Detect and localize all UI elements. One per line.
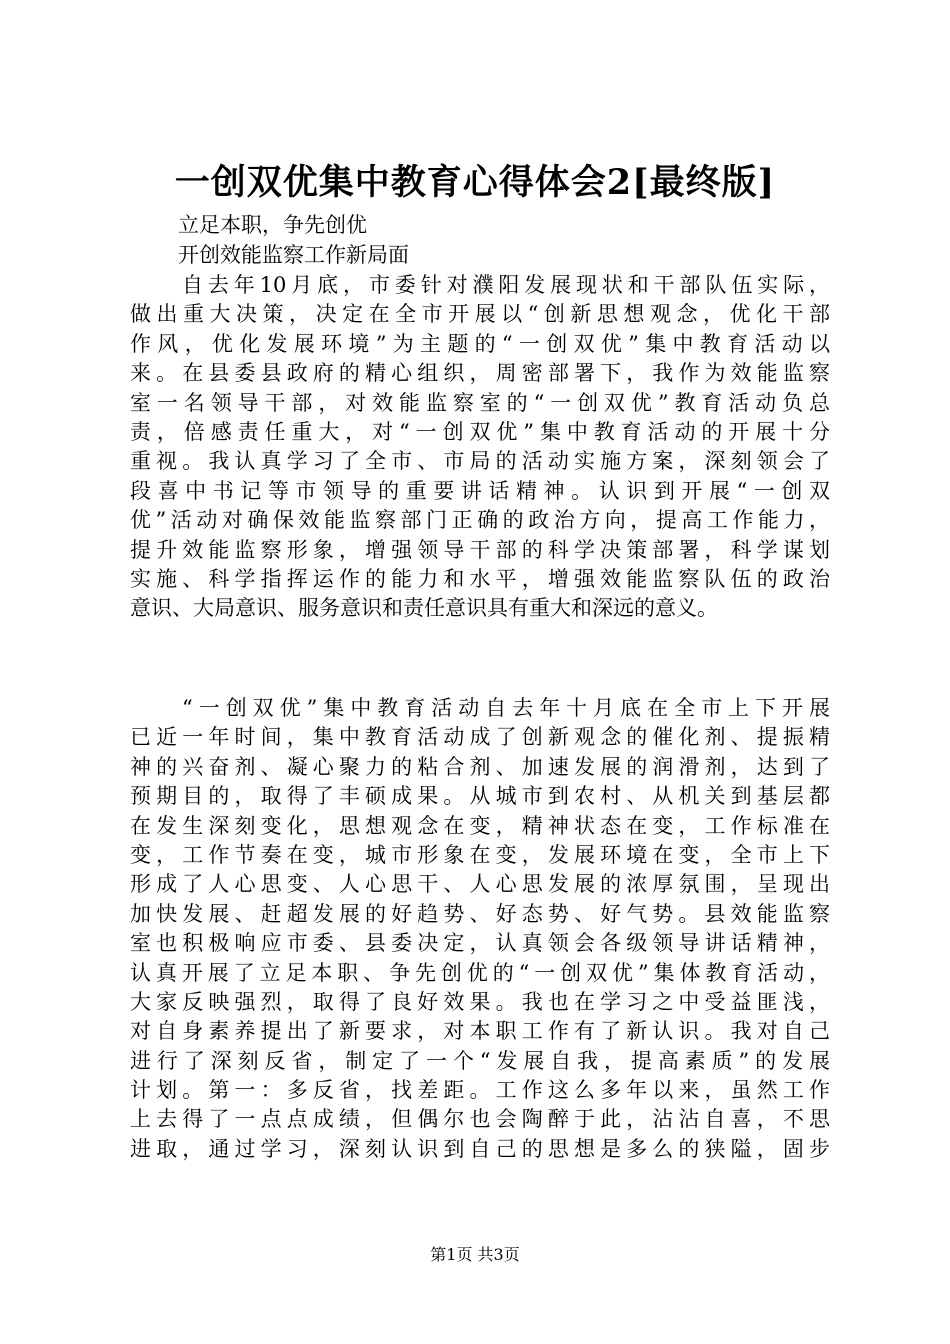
text-line: 上去得了一点点成绩，但偶尔也会陶醉于此，沾沾自喜，不思 xyxy=(130,1107,830,1132)
text-line: 形成了人心思变、人心思干、人心思发展的浓厚氛围，呈现出 xyxy=(130,872,830,897)
text-line: 自去年10月底，市委针对濮阳发展现状和干部队伍实际， xyxy=(182,273,830,297)
text-line: 实施、科学指挥运作的能力和水平，增强效能监察队伍的政治 xyxy=(130,566,830,591)
text-line: 做出重大决策，决定在全市开展以“创新思想观念，优化干部 xyxy=(130,302,830,327)
text-line: 预期目的，取得了丰硕成果。从城市到农村、从机关到基层都 xyxy=(130,784,830,809)
text-line: 进取，通过学习，深刻认识到自己的思想是多么的狭隘，固步 xyxy=(130,1136,830,1161)
text-line: “一创双优”集中教育活动自去年十月底在全市上下开展 xyxy=(182,696,830,720)
text-line: 提升效能监察形象，增强领导干部的科学决策部署，科学谋划 xyxy=(130,537,830,562)
subheading-2: 开创效能监察工作新局面 xyxy=(178,243,409,267)
text-line: 重视。我认真学习了全市、市局的活动实施方案，深刻领会了 xyxy=(130,449,830,474)
text-line: 对自身素养提出了新要求，对本职工作有了新认识。我对自己 xyxy=(130,1019,830,1044)
text-line: 神的兴奋剂、凝心聚力的粘合剂、加速发展的润滑剂，达到了 xyxy=(130,754,830,779)
text-line: 变，工作节奏在变，城市形象在变，发展环境在变，全市上下 xyxy=(130,842,830,867)
text-line: 段喜中书记等市领导的重要讲话精神。认识到开展“一创双 xyxy=(130,478,830,503)
text-line: 优”活动对确保效能监察部门正确的政治方向，提高工作能力， xyxy=(130,508,830,533)
text-line: 已近一年时间，集中教育活动成了创新观念的催化剂、提振精 xyxy=(130,725,830,750)
document-title: 一创双优集中教育心得体会2[最终版] xyxy=(174,162,776,203)
paragraph-2 xyxy=(130,694,830,1164)
text-line: 进行了深刻反省，制定了一个“发展自我，提高素质”的发展 xyxy=(130,1048,830,1073)
text-line: 计划。第一：多反省，找差距。工作这么多年以来，虽然工作 xyxy=(130,1078,830,1103)
text-line: 来。在县委县政府的精心组织，周密部署下，我作为效能监察 xyxy=(130,361,830,386)
text-line: 室一名领导干部，对效能监察室的“一创双优”教育活动负总 xyxy=(130,390,830,415)
text-line: 作风，优化发展环境”为主题的“一创双优”集中教育活动以 xyxy=(130,331,830,356)
text-line: 意识、大局意识、服务意识和责任意识具有重大和深远的意义。 xyxy=(130,596,718,621)
text-line: 室也积极响应市委、县委决定，认真领会各级领导讲话精神， xyxy=(130,931,830,956)
paragraph-1 xyxy=(130,271,830,624)
subheading-1: 立足本职，争先创优 xyxy=(178,213,367,237)
text-line: 加快发展、赶超发展的好趋势、好态势、好气势。县效能监察 xyxy=(130,901,830,926)
page-footer: 第1页 共3页 xyxy=(430,1245,520,1264)
text-line: 认真开展了立足本职、争先创优的“一创双优”集体教育活动， xyxy=(130,960,830,985)
text-line: 在发生深刻变化，思想观念在变，精神状态在变，工作标准在 xyxy=(130,813,830,838)
text-line: 大家反映强烈，取得了良好效果。我也在学习之中受益匪浅， xyxy=(130,989,830,1014)
text-line: 责，倍感责任重大，对“一创双优”集中教育活动的开展十分 xyxy=(130,419,830,444)
